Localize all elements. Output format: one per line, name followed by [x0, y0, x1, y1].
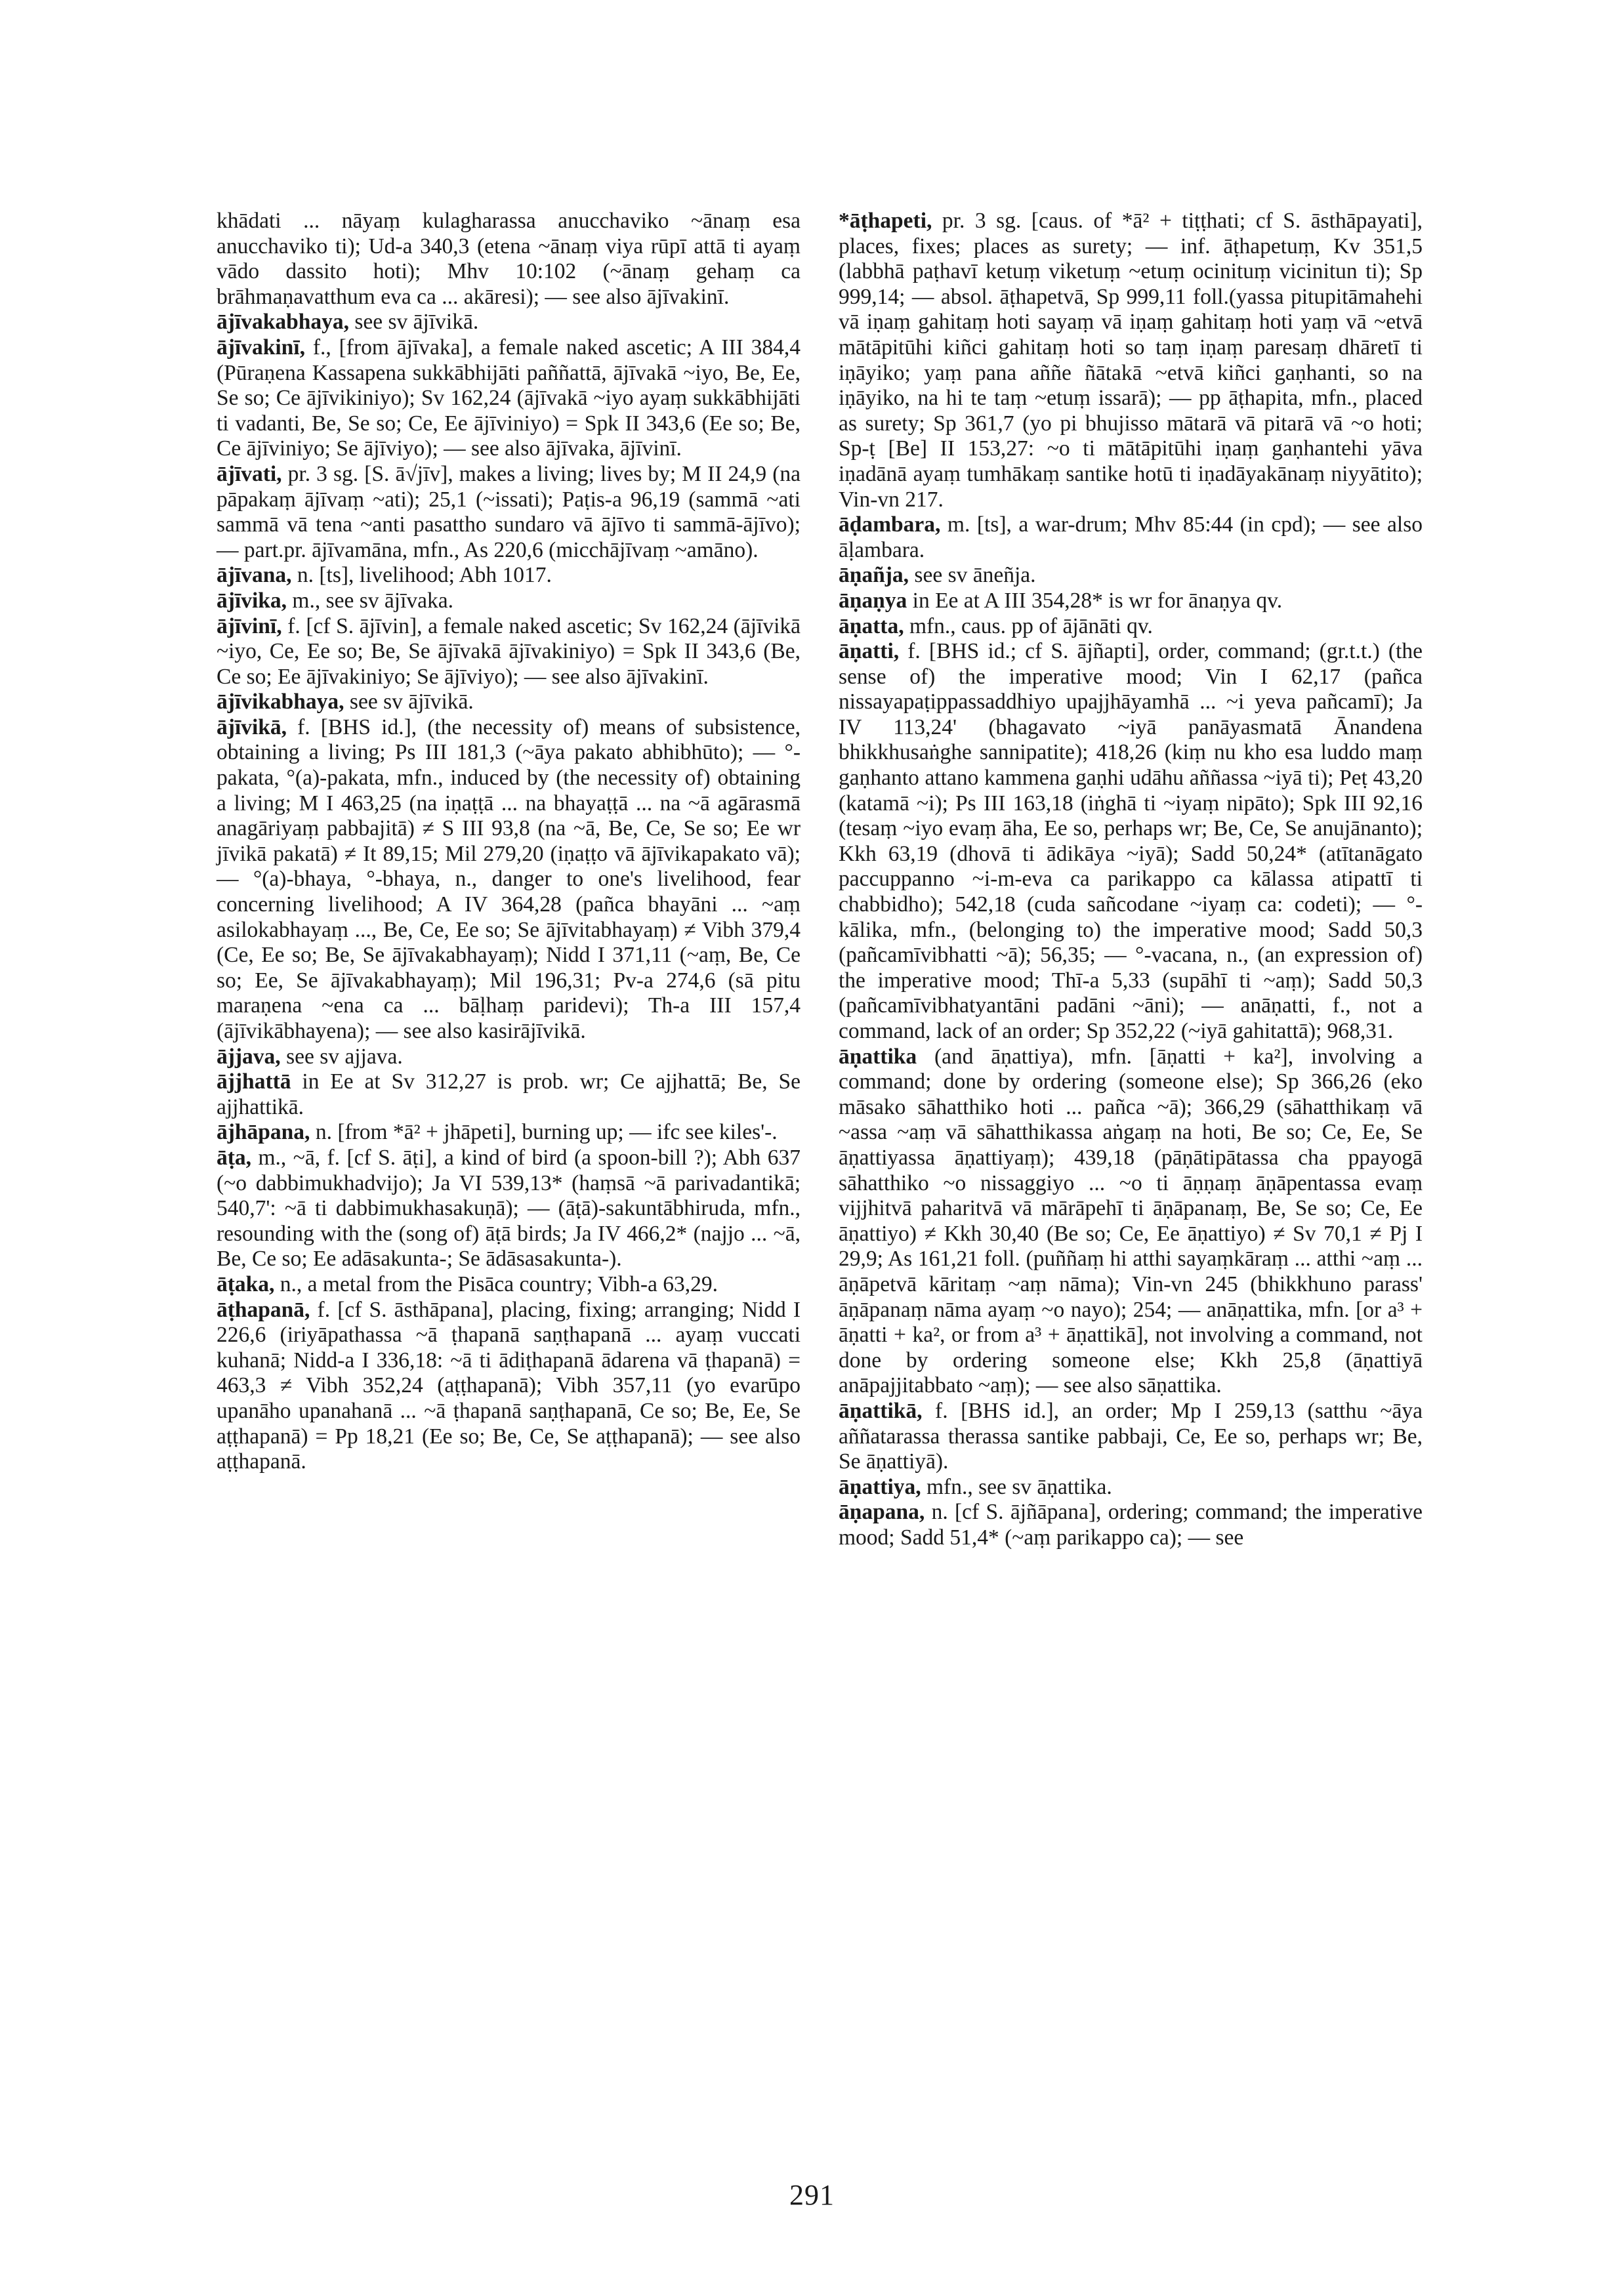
entry-body: n. [cf S. ājñāpana], ordering; command; the imperative mood; Sadd 51,4* (~aṃ parikappo ca); — see: [839, 1500, 1423, 1550]
dictionary-entry: [839, 563, 1423, 589]
dictionary-entry: [217, 335, 801, 462]
entry-body: n., a metal from the Pisāca country; Vibh-a 63,29.: [274, 1272, 718, 1296]
dictionary-entry: [217, 462, 801, 563]
entry-headword: āṇattiya,: [839, 1474, 921, 1499]
dictionary-entry: [839, 589, 1423, 614]
entry-body: n. [from *ā² + jhāpeti], burning up; — ifc see kiles'-.: [310, 1120, 778, 1145]
dictionary-entry: [839, 209, 1423, 512]
entry-body: see sv ājīvikā.: [348, 310, 479, 335]
dictionary-entry: [217, 1120, 801, 1146]
page-number: 291: [789, 2179, 835, 2211]
dictionary-entry: [217, 563, 801, 589]
entry-body: m., ~ā, f. [cf S. āṭi], a kind of bird (a spoon-bill ?); Abh 637 (~o dabbimukhadvijo); Ja VI 539,13* (haṃsā ~ā parivadantikā; 540,7': ~ā ti dabbimukhasakuṇā); — (āṭā)-sakuntābhiruda, mfn., resounding with the (song of) āṭā birds; Ja IV 466,2* (najjo ... ~ā, Be, Ce so; Ee adāsakunta-; Se ādāsasakunta-).: [217, 1145, 801, 1272]
dictionary-entry: [839, 1475, 1423, 1500]
entry-headword: āṇatti,: [839, 639, 900, 664]
dictionary-entry: [217, 1069, 801, 1120]
dictionary-entry: [217, 589, 801, 614]
dictionary-entry: [217, 209, 801, 310]
entry-body: pr. 3 sg. [S. ā√jīv], makes a living; lives by; M II 24,9 (na pāpakaṃ ājīvaṃ ~ati); 25,1 (~issati); Paṭis-a 96,19 (sammā ~ati sammā vā tena ~anti pasattho sundaro vā ājīvo ti sammā-ājīvo); — part.pr. ājīvamāna, mfn., As 220,6 (micchājīvaṃ ~amāno).: [217, 461, 801, 562]
entry-body: f. [BHS id.; cf S. ājñapti], order, command; (gr.t.t.) (the sense of) the imperative mood; Vin I 62,17 (pañca nissayapaṭippassaddhiyo upajjhāyamhā ... ~i yeva pañcamī); Ja IV 113,24' (bhagavato ~iyā panāyasmatā Ānandena bhikkhusaṅghe sannipatite); 418,26 (kiṃ nu kho esa luddo maṃ gaṇhanto attano kammena gaṇhi udāhu aññassa ~iyā ti); Peṭ 43,20 (katamā ~i); Ps III 163,18 (iṅghā ti ~iyaṃ nipāto); Spk III 92,16 (tesaṃ ~iyo evaṃ āha, Ee so, perhaps wr; Be, Ce, Se anujānanto); Kkh 63,19 (dhovā ti ādikāya ~iyā); Sadd 50,24* (atītanāgato paccuppanno ~i-m-eva ca parikappo ca kālassa atipattī ti chabbidho); 542,18 (cuda sañcodane ~iyaṃ ca: codeti); — °-kālika, mfn., (belonging to) the imperative mood; Sadd 50,3 (pañcamīvibhatti ~ā); 56,35; — °-vacana, n., (an expression of) the imperative mood; Thī-a 5,33 (supāhī ti ~aṃ); Sadd 50,3 (pañcamīvibhatyantāni padāni ~āni); — anāṇatti, f., not a command, lack of an order; Sp 352,22 (~iyā gahitattā); 968,31.: [839, 639, 1423, 1043]
entry-headword: āṇaṇya: [839, 588, 907, 613]
entry-body: m., see sv ājīvaka.: [287, 588, 453, 613]
dictionary-entry: [839, 1044, 1423, 1399]
dictionary-entry: [839, 1399, 1423, 1475]
entry-headword: āṭhapanā,: [217, 1297, 310, 1322]
entry-body: see sv ajjava.: [280, 1044, 403, 1069]
entry-body: khādati ... nāyaṃ kulagharassa anucchaviko ~ānaṃ esa anucchaviko ti); Ud-a 340,3 (etena ~ānaṃ viya rūpī attā ti ayaṃ vādo dassito hoti); Mhv 10:102 (~ānaṃ gehaṃ ca brāhmaṇavatthum eva ca ... akāresi); — see also ājīvakinī.: [217, 209, 801, 309]
dictionary-entry: [217, 1272, 801, 1298]
entry-headword: āṇatta,: [839, 613, 904, 638]
left-column: [217, 209, 801, 1475]
entry-headword: ājīvikā,: [217, 714, 287, 739]
dictionary-entry: [217, 310, 801, 335]
entry-headword: āṇañja,: [839, 563, 909, 588]
entry-headword: *āṭhapeti,: [839, 209, 932, 233]
dictionary-entry: [217, 1044, 801, 1070]
entry-body: (and āṇattiya), mfn. [āṇatti + ka²], involving a command; done by ordering (someone else); Sp 366,26 (eko māsako sāhatthiko hoti ... pañca ~ā); 366,29 (sāhatthikaṃ vā ~assa ~aṃ vā sāhatthikassa aṅgaṃ na hoti, Be so; Ce, Ee, Se āṇattiyassa āṇattiyaṃ); 439,18 (pāṇātipātassa cha ppayogā sāhatthiko ~o nissaggiyo ... ~o ti āṇṇaṃ āṇāpentassa evaṃ vijjhitvā paharitvā vā mārāpehī ti āṇāpanaṃ, Be, Se so; Ce, Ee āṇattiyo) ≠ Kkh 30,40 (Be so; Ce, Ee āṇattiyo) ≠ Sv 70,1 ≠ Pj I 29,9; As 161,21 foll. (puññaṃ hi atthi sayaṃkāraṃ ... atthi ~aṃ ... āṇāpetvā kāritaṃ ~aṃ nāma); Vin-vn 245 (bhikkhuno parass' āṇāpanaṃ nāma ayaṃ ~o nayo); 254; — anāṇattika, mfn. [or a³ + āṇatti + ka², or from a³ + āṇattikā], not involving a command, not done by ordering someone else; Kkh 25,8 (āṇattiyā anāpajjitabbato ~aṃ); — see also sāṇattika.: [839, 1044, 1423, 1398]
entry-headword: ājjava,: [217, 1044, 281, 1069]
entry-body: f. [cf S. ājīvin], a female naked ascetic; Sv 162,24 (ājīvikā ~iyo, Ce, Ee so; Be, Se ājīvakā ājīvakiniyo) = Spk II 343,6 (Be, Ce so; Ee ājīvakiniyo; Se ājīviyo); — see also ājīvakinī.: [217, 613, 801, 689]
entry-headword: ājīvikabhaya,: [217, 690, 344, 714]
dictionary-entry: [839, 639, 1423, 1044]
dictionary-entry: [217, 614, 801, 690]
dictionary-entry: [217, 715, 801, 1044]
entry-headword: ājjhattā: [217, 1069, 291, 1094]
entry-headword: ājhāpana,: [217, 1120, 310, 1145]
entry-headword: ājīvika,: [217, 588, 287, 613]
entry-body: in Ee at Sv 312,27 is prob. wr; Ce ajjhattā; Be, Se ajjhattikā.: [217, 1069, 801, 1119]
entry-body: mfn., caus. pp of ājānāti qv.: [904, 613, 1153, 638]
entry-headword: āḍambara,: [839, 512, 941, 537]
entry-body: f. [BHS id.], an order; Mp I 259,13 (satthu ~āya aññatarassa therassa santike pabbaji, Ce, Ee so, perhaps wr; Be, Se āṇattiyā).: [839, 1398, 1423, 1474]
entry-body: pr. 3 sg. [caus. of *ā² + tiṭṭhati; cf S. āsthāpayati], places, fixes; places as surety; — inf. āṭhapetuṃ, Kv 351,5 (labbhā paṭhavī ketuṃ viketuṃ ~etuṃ ocinituṃ vicinitun ti); Sp 999,14; — absol. āṭhapetvā, Sp 999,11 foll.(yassa pitupitāmahehi vā iṇaṃ gahitaṃ hoti sayaṃ vā iṇaṃ gahitaṃ hoti yaṃ vā ~etvā mātāpitūhi kiñci gahitaṃ hoti so taṃ iṇaṃ paresaṃ dhāretī ti iṇāyiko; yaṃ pana aññe ñātakā ~etvā kiñci gaṇhanti, so na iṇāyiko, na hi te taṃ ~etuṃ issarā); — pp āṭhapita, mfn., placed as surety; Sp 361,7 (yo pi bhujisso mātarā vā pitarā vā ~o hoti; Sp-ṭ [Be] II 153,27: ~o ti mātāpitūhi iṇaṃ gaṇhantehi yāva iṇadānā ayaṃ tumhākaṃ santike hotū ti iṇadāyakānaṃ niyyātito); Vin-vn 217.: [839, 209, 1423, 512]
dictionary-entry: [217, 690, 801, 715]
entry-headword: āṇattikā,: [839, 1398, 923, 1423]
entry-body: f. [cf S. āsthāpana], placing, fixing; arranging; Nidd I 226,6 (iriyāpathassa ~ā ṭhapanā saṇṭhapanā ... ayaṃ vuccati kuhanā; Nidd-a I 336,18: ~ā ti ādiṭhapanā ādarena vā ṭhapanā) = 463,3 ≠ Vibh 352,24 (aṭṭhapanā); Vibh 357,11 (yo evarūpo upanāho upanahanā ... ~ā ṭhapanā saṇṭhapanā, Ce so; Be, Ee, Se aṭṭhapanā) = Pp 18,21 (Ee so; Be, Ce, Se aṭṭhapanā); — see also aṭṭhapanā.: [217, 1297, 801, 1474]
entry-headword: ājīvana,: [217, 563, 292, 588]
entry-body: m. [ts], a war-drum; Mhv 85:44 (in cpd); — see also āḷambara.: [839, 512, 1423, 562]
entry-body: in Ee at A III 354,28* is wr for ānaṇya qv.: [907, 588, 1283, 613]
entry-body: f., [from ājīvaka], a female naked ascetic; A III 384,4 (Pūraṇena Kassapena sukkābhijāti paññattā, ājīvakā ~iyo, Be, Ee, Se so; Ce ājīvikiniyo); Sv 162,24 (ājīvakā ~iyo ayaṃ sukkābhijāti ti vadanti, Be, Se so; Ce, Ee ājīviniyo) = Spk II 343,6 (Ee so; Be, Ce ājīviniyo; Se ājīviyo); — see also ājīvaka, ājīvinī.: [217, 335, 801, 461]
entry-headword: āṇapana,: [839, 1500, 925, 1525]
entry-headword: āṭa,: [217, 1145, 252, 1170]
entry-headword: ājīvinī,: [217, 613, 282, 638]
entry-headword: ājīvakinī,: [217, 335, 305, 360]
dictionary-entry: [839, 512, 1423, 563]
right-column: [839, 209, 1423, 1550]
dictionary-entry: [839, 1500, 1423, 1550]
entry-body: see sv ājīvikā.: [344, 690, 474, 714]
dictionary-entry: [217, 1298, 801, 1475]
dictionary-entry: [839, 614, 1423, 640]
entry-body: f. [BHS id.], (the necessity of) means of subsistence, obtaining a living; Ps III 181,3 (~āya pakato abhibhūto); — °-pakata, °(a)-pakata, mfn., induced by (the necessity of) obtaining a living; M I 463,25 (na iṇaṭṭā ... na bhayaṭṭā ... na ~ā agārasmā anagāriyaṃ pabbajitā) ≠ S III 93,8 (na ~ā, Be, Ce, Se so; Ee wr jīvikā pakatā) ≠ It 89,15; Mil 279,20 (iṇaṭṭo vā ājīvikapakato vā); — °(a)-bhaya, °-bhaya, n., danger to one's livelihood, fear concerning livelihood; A IV 364,28 (pañca bhayāni ... ~aṃ asilokabhayaṃ ..., Be, Ce, Ee so; Se ājīvitabhayaṃ) ≠ Vibh 379,4 (Ce, Ee so; Be, Se ājīvakabhayaṃ); Nidd I 371,11 (~aṃ, Be, Ce so; Ee, Se ājīvakabhayaṃ); Mil 196,31; Pv-a 274,6 (sā pitu maraṇena ~ena ca ... bāḷhaṃ paridevi); Th-a III 157,4 (ājīvikābhayena); — see also kasirājīvikā.: [217, 714, 801, 1043]
entry-headword: ājīvati,: [217, 461, 282, 486]
entry-body: n. [ts], livelihood; Abh 1017.: [291, 563, 552, 588]
entry-body: mfn., see sv āṇattika.: [921, 1474, 1112, 1499]
dictionary-entry: [217, 1146, 801, 1272]
entry-headword: āṭaka,: [217, 1272, 275, 1296]
entry-headword: ājīvakabhaya,: [217, 310, 349, 335]
entry-body: see sv āneñja.: [909, 563, 1036, 588]
entry-headword: āṇattika: [839, 1044, 917, 1069]
